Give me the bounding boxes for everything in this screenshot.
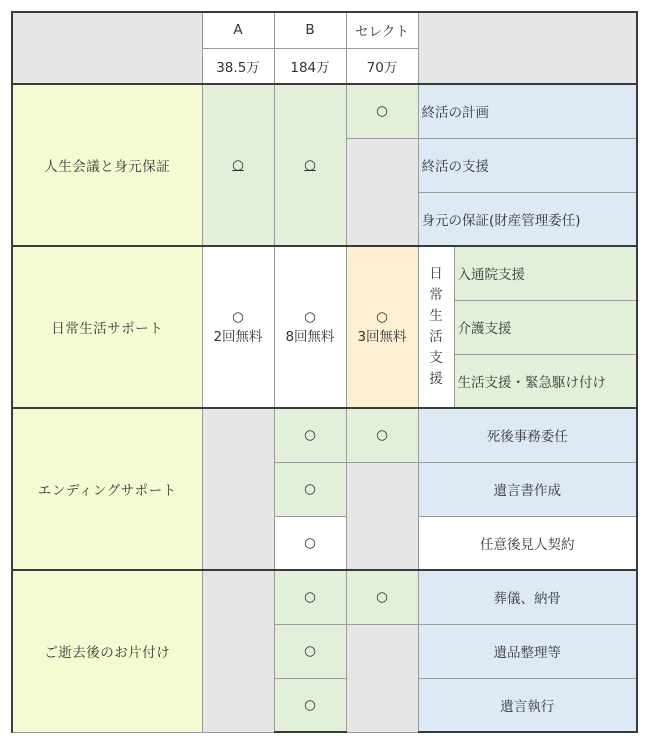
header-empty [418, 12, 637, 84]
plan-a-name: A [202, 12, 274, 48]
after-plan-b-mark-3: ○ [274, 678, 346, 732]
after-plan-a-empty [202, 570, 274, 732]
daily-group-char: 援 [429, 371, 443, 387]
after-item-1: 葬儀、納骨 [418, 570, 637, 624]
table-row [12, 84, 637, 138]
ending-item-3: 任意後見人契約 [418, 516, 637, 570]
category-after: ご逝去後のお片付け [12, 570, 202, 732]
ending-select-empty [346, 462, 418, 570]
ending-item-2: 遺言書作成 [418, 462, 637, 516]
life-item-3: 身元の保証(財産管理委任) [418, 192, 637, 246]
life-select-mark: ○ [346, 84, 418, 138]
daily-group-char: 常 [429, 287, 443, 303]
life-select-empty [346, 138, 418, 246]
ending-plan-b-mark-2: ○ [274, 462, 346, 516]
life-plan-a-mark: ○ [202, 84, 274, 246]
ending-plan-b-mark-3: ○ [274, 516, 346, 570]
after-select-mark: ○ [346, 570, 418, 624]
plan-select-name: セレクト [346, 12, 418, 48]
daily-group-label [418, 246, 454, 408]
daily-plan-b-cell [274, 246, 346, 408]
daily-item-2: 介護支援 [454, 300, 637, 354]
life-plan-b-mark: ○ [274, 84, 346, 246]
category-ending: エンディングサポート [12, 408, 202, 570]
after-select-empty [346, 624, 418, 732]
table-row [12, 408, 637, 462]
header-plan-row [12, 12, 637, 48]
plan-a-price: 38.5万 [202, 48, 274, 84]
table-row [12, 246, 637, 300]
ending-select-mark: ○ [346, 408, 418, 462]
daily-plan-b-mark: ○ [304, 309, 316, 325]
daily-select-mark: ○ [376, 309, 388, 325]
daily-select-cell [346, 246, 418, 408]
ending-item-1: 死後事務委任 [418, 408, 637, 462]
daily-item-1: 入通院支援 [454, 246, 637, 300]
daily-group-char: 日 [429, 266, 443, 282]
plan-b-price: 184万 [274, 48, 346, 84]
daily-plan-a-mark: ○ [232, 309, 244, 325]
after-plan-b-mark-2: ○ [274, 624, 346, 678]
table-row [12, 570, 637, 624]
category-life: 人生会議と身元保証 [12, 84, 202, 246]
daily-item-3: 生活支援・緊急駆け付け [454, 354, 637, 408]
after-item-3: 遺言執行 [418, 678, 637, 732]
plan-b-name: B [274, 12, 346, 48]
plan-comparison-table [11, 11, 638, 733]
category-daily: 日常生活サポート [12, 246, 202, 408]
ending-plan-b-mark-1: ○ [274, 408, 346, 462]
life-item-1: 終活の計画 [418, 84, 637, 138]
after-item-2: 遺品整理等 [418, 624, 637, 678]
daily-plan-a-cell [202, 246, 274, 408]
daily-select-note: 3回無料 [357, 329, 407, 345]
life-item-2: 終活の支援 [418, 138, 637, 192]
daily-group-char: 活 [429, 329, 443, 345]
daily-group-char: 支 [429, 350, 443, 366]
daily-plan-b-note: 8回無料 [285, 329, 335, 345]
daily-group-char: 生 [429, 308, 443, 324]
ending-plan-a-empty [202, 408, 274, 570]
plan-select-price: 70万 [346, 48, 418, 84]
daily-plan-a-note: 2回無料 [213, 329, 263, 345]
header-corner [12, 12, 202, 84]
after-plan-b-mark-1: ○ [274, 570, 346, 624]
